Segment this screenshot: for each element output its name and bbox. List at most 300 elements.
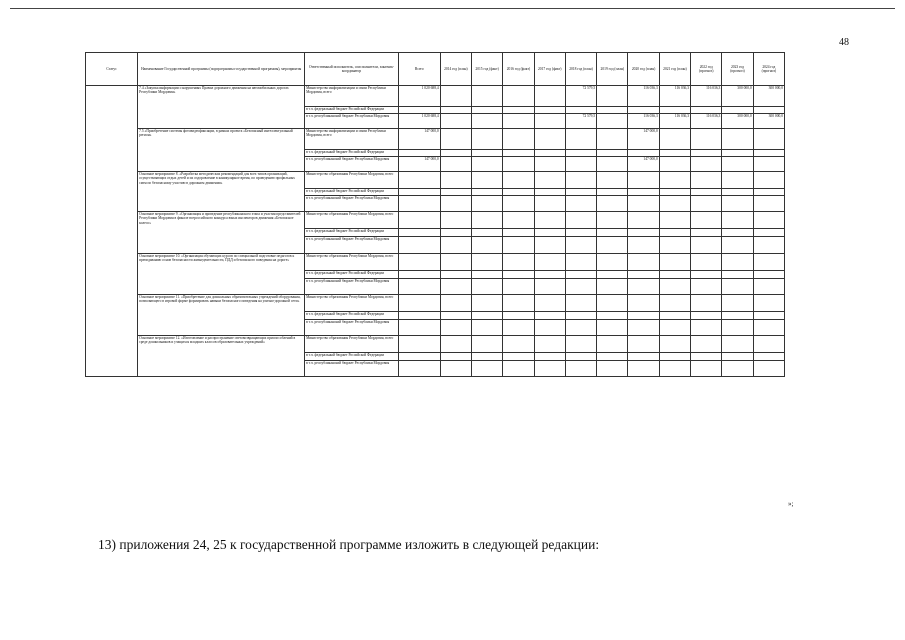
value-cell <box>659 196 690 212</box>
value-cell <box>753 237 784 254</box>
value-cell <box>534 336 565 353</box>
value-cell <box>628 150 659 157</box>
value-cell <box>691 229 722 237</box>
value-cell <box>471 189 502 196</box>
value-cell: 1 020 688,4 <box>398 114 440 129</box>
value-cell <box>753 212 784 229</box>
value-cell <box>753 157 784 172</box>
value-cell <box>440 229 471 237</box>
value-cell <box>503 312 534 320</box>
value-cell <box>565 107 596 114</box>
value-cell <box>691 295 722 312</box>
value-cell <box>691 172 722 189</box>
table-body <box>86 86 785 377</box>
value-cell <box>471 320 502 336</box>
value-cell <box>565 279 596 295</box>
value-cell <box>534 172 565 189</box>
value-cell <box>503 172 534 189</box>
value-cell <box>534 107 565 114</box>
value-cell <box>398 189 440 196</box>
value-cell <box>628 295 659 312</box>
value-cell <box>398 336 440 353</box>
header-row <box>86 53 785 86</box>
value-cell <box>565 320 596 336</box>
executor-cell: Министерство образования Республики Мордовия, всего <box>305 254 399 271</box>
value-cell <box>503 361 534 377</box>
executor-cell: Министерство информатизации и связи Республики Мордовия, всего <box>305 129 399 150</box>
table-row <box>86 86 785 107</box>
executor-cell: Министерство информатизации и связи Республики Мордовия, всего <box>305 86 399 107</box>
header-cell: Ответственный исполнитель, соисполнители, заказчик-координатор <box>305 53 399 86</box>
value-cell <box>691 271 722 279</box>
value-cell <box>471 279 502 295</box>
value-cell <box>628 271 659 279</box>
value-cell <box>503 129 534 150</box>
value-cell <box>753 254 784 271</box>
value-cell <box>659 271 690 279</box>
value-cell <box>398 295 440 312</box>
value-cell <box>753 196 784 212</box>
value-cell <box>628 312 659 320</box>
value-cell <box>659 107 690 114</box>
value-cell <box>722 295 753 312</box>
value-cell <box>628 320 659 336</box>
value-cell <box>659 254 690 271</box>
value-cell <box>659 172 690 189</box>
value-cell <box>503 254 534 271</box>
value-cell <box>691 312 722 320</box>
header-cell: 2024 год (прогноз) <box>753 53 784 86</box>
value-cell <box>440 361 471 377</box>
value-cell <box>628 279 659 295</box>
value-cell <box>597 312 628 320</box>
executor-cell: в т.ч. федеральный бюджет Российской Федерации <box>305 229 399 237</box>
value-cell <box>398 271 440 279</box>
value-cell <box>565 157 596 172</box>
executor-cell: в т.ч. федеральный бюджет Российской Федерации <box>305 107 399 114</box>
value-cell <box>471 157 502 172</box>
header-cell: 2022 год (прогноз) <box>691 53 722 86</box>
value-cell <box>565 212 596 229</box>
value-cell <box>722 172 753 189</box>
value-cell <box>691 279 722 295</box>
value-cell <box>722 353 753 361</box>
value-cell <box>597 229 628 237</box>
value-cell <box>753 320 784 336</box>
value-cell <box>503 237 534 254</box>
value-cell <box>503 336 534 353</box>
value-cell <box>398 172 440 189</box>
value-cell <box>398 212 440 229</box>
value-cell <box>503 196 534 212</box>
value-cell: 300 000,0 <box>722 86 753 107</box>
value-cell <box>753 271 784 279</box>
value-cell <box>534 361 565 377</box>
value-cell <box>534 129 565 150</box>
table-row <box>86 129 785 150</box>
value-cell <box>753 361 784 377</box>
value-cell <box>659 189 690 196</box>
value-cell <box>597 189 628 196</box>
value-cell <box>534 229 565 237</box>
value-cell <box>691 212 722 229</box>
value-cell <box>440 320 471 336</box>
value-cell <box>659 279 690 295</box>
value-cell: 72 579,5 <box>565 114 596 129</box>
value-cell <box>753 150 784 157</box>
value-cell <box>503 150 534 157</box>
executor-cell: в т.ч. республиканский бюджет Республики Мордовия <box>305 114 399 129</box>
value-cell <box>398 279 440 295</box>
value-cell <box>440 295 471 312</box>
executor-cell: в т.ч. республиканский бюджет Республики Мордовия <box>305 279 399 295</box>
header-cell: 2014 год (план) <box>440 53 471 86</box>
value-cell: 300 000,0 <box>722 114 753 129</box>
value-cell <box>597 157 628 172</box>
value-cell <box>659 295 690 312</box>
value-cell <box>753 107 784 114</box>
top-rule <box>10 8 895 9</box>
value-cell <box>534 271 565 279</box>
value-cell <box>503 229 534 237</box>
value-cell <box>503 114 534 129</box>
value-cell <box>565 271 596 279</box>
value-cell <box>659 320 690 336</box>
value-cell <box>471 86 502 107</box>
value-cell <box>628 172 659 189</box>
value-cell <box>565 189 596 196</box>
value-cell <box>691 189 722 196</box>
value-cell <box>471 336 502 353</box>
value-cell <box>471 312 502 320</box>
budget-table <box>85 52 785 377</box>
value-cell <box>398 196 440 212</box>
measure-name-cell: Основное мероприятие 9. «Организация и проведение республиканского этапа и участия представителей Республики Мордовия в финале всероссийского конкурса юных инспекторов движения «Безопасное колесо» <box>138 212 305 254</box>
value-cell <box>534 189 565 196</box>
value-cell <box>597 86 628 107</box>
value-cell <box>597 150 628 157</box>
value-cell <box>691 196 722 212</box>
value-cell <box>503 279 534 295</box>
value-cell <box>503 157 534 172</box>
executor-cell: в т.ч. республиканский бюджет Республики Мордовия <box>305 237 399 254</box>
value-cell <box>753 189 784 196</box>
value-cell <box>628 107 659 114</box>
value-cell: 72 579,5 <box>565 86 596 107</box>
value-cell <box>565 336 596 353</box>
value-cell <box>471 196 502 212</box>
header-cell: 2017 год (факт) <box>534 53 565 86</box>
value-cell <box>597 336 628 353</box>
value-cell: 300 000,0 <box>753 86 784 107</box>
value-cell: 116 036,3 <box>628 114 659 129</box>
value-cell <box>471 254 502 271</box>
executor-cell: в т.ч. республиканский бюджет Республики Мордовия <box>305 320 399 336</box>
value-cell: 116 036,3 <box>691 114 722 129</box>
value-cell <box>597 107 628 114</box>
executor-cell: в т.ч. республиканский бюджет Республики Мордовия <box>305 361 399 377</box>
value-cell <box>722 129 753 150</box>
value-cell <box>471 271 502 279</box>
value-cell <box>722 237 753 254</box>
value-cell <box>628 237 659 254</box>
value-cell <box>440 237 471 254</box>
value-cell <box>440 212 471 229</box>
value-cell <box>440 196 471 212</box>
value-cell <box>722 320 753 336</box>
value-cell: 116 036,3 <box>659 86 690 107</box>
header-cell: 2016 год (факт) <box>503 53 534 86</box>
value-cell <box>503 212 534 229</box>
value-cell <box>565 172 596 189</box>
value-cell <box>597 212 628 229</box>
value-cell <box>597 129 628 150</box>
executor-cell: Министерство образования Республики Мордовия, всего <box>305 172 399 189</box>
value-cell <box>565 254 596 271</box>
value-cell <box>691 353 722 361</box>
value-cell <box>398 320 440 336</box>
value-cell <box>440 86 471 107</box>
value-cell <box>398 312 440 320</box>
value-cell <box>440 279 471 295</box>
value-cell <box>722 254 753 271</box>
measure-name-cell: Основное мероприятие 12. «Изготовление и распространение световозвращающих приспособлений в среде дошкольников и учащихся младших классов образовательных учреждений» <box>138 336 305 377</box>
value-cell <box>471 114 502 129</box>
value-cell <box>691 129 722 150</box>
value-cell <box>440 189 471 196</box>
value-cell <box>722 107 753 114</box>
value-cell <box>503 271 534 279</box>
executor-cell: Министерство образования Республики Мордовия, всего <box>305 295 399 312</box>
value-cell <box>565 129 596 150</box>
value-cell <box>440 129 471 150</box>
value-cell <box>534 196 565 212</box>
value-cell <box>534 150 565 157</box>
value-cell <box>722 189 753 196</box>
value-cell <box>753 336 784 353</box>
table-row <box>86 172 785 189</box>
table-row <box>86 336 785 353</box>
value-cell <box>471 172 502 189</box>
value-cell <box>471 237 502 254</box>
executor-cell: в т.ч. федеральный бюджет Российской Федерации <box>305 312 399 320</box>
value-cell <box>753 279 784 295</box>
value-cell <box>398 254 440 271</box>
value-cell <box>440 271 471 279</box>
value-cell <box>398 353 440 361</box>
value-cell <box>471 353 502 361</box>
value-cell <box>398 361 440 377</box>
value-cell <box>753 172 784 189</box>
value-cell <box>753 295 784 312</box>
value-cell <box>597 254 628 271</box>
header-cell: 2020 год (план) <box>628 53 659 86</box>
value-cell: 1 020 688,4 <box>398 86 440 107</box>
value-cell <box>628 353 659 361</box>
value-cell <box>534 295 565 312</box>
value-cell <box>565 361 596 377</box>
value-cell <box>565 353 596 361</box>
value-cell <box>471 212 502 229</box>
value-cell <box>659 312 690 320</box>
value-cell <box>753 312 784 320</box>
value-cell <box>722 336 753 353</box>
value-cell <box>628 212 659 229</box>
value-cell <box>628 196 659 212</box>
value-cell <box>597 172 628 189</box>
header-cell: 2018 год (план) <box>565 53 596 86</box>
value-cell <box>440 107 471 114</box>
value-cell <box>565 229 596 237</box>
value-cell <box>440 336 471 353</box>
value-cell <box>597 320 628 336</box>
value-cell <box>597 196 628 212</box>
value-cell <box>659 353 690 361</box>
executor-cell: в т.ч. федеральный бюджет Российской Федерации <box>305 271 399 279</box>
value-cell <box>534 353 565 361</box>
header-cell: Наименование Государственной программы (подпрограммы государственной программы), мероприятия <box>138 53 305 86</box>
value-cell <box>659 237 690 254</box>
value-cell <box>440 150 471 157</box>
value-cell <box>597 271 628 279</box>
value-cell <box>565 312 596 320</box>
header-cell: Всего <box>398 53 440 86</box>
value-cell: 116 036,3 <box>659 114 690 129</box>
header-cell: 2015 год (факт) <box>471 53 502 86</box>
value-cell <box>440 172 471 189</box>
value-cell <box>565 237 596 254</box>
value-cell <box>398 237 440 254</box>
value-cell <box>659 129 690 150</box>
value-cell <box>440 312 471 320</box>
header-cell: 2021 год (план) <box>659 53 690 86</box>
value-cell <box>722 150 753 157</box>
value-cell <box>471 150 502 157</box>
value-cell <box>534 86 565 107</box>
value-cell <box>691 254 722 271</box>
header-cell: 2023 год (прогноз) <box>722 53 753 86</box>
value-cell <box>659 336 690 353</box>
value-cell <box>659 229 690 237</box>
value-cell: 147 000,0 <box>628 157 659 172</box>
value-cell <box>722 196 753 212</box>
value-cell <box>565 295 596 312</box>
table-row <box>86 295 785 312</box>
end-quote-mark: »; <box>788 500 794 508</box>
executor-cell: в т.ч. федеральный бюджет Российской Федерации <box>305 189 399 196</box>
executor-cell: в т.ч. федеральный бюджет Российской Федерации <box>305 353 399 361</box>
amendment-caption: 13) приложения 24, 25 к государственной программе изложить в следующей редакции: <box>98 537 600 552</box>
measure-name-cell: Основное мероприятие 8. «Разработка методических рекомендаций для всех типов организаций, осуществляющих отдых детей и их оздоровление в каникулярное время, по проведению профильных смен по безопасному участию в дорожном движении» <box>138 172 305 212</box>
value-cell <box>597 237 628 254</box>
value-cell <box>440 353 471 361</box>
value-cell <box>534 279 565 295</box>
value-cell <box>471 129 502 150</box>
status-cell <box>86 86 138 377</box>
header-cell: Статус <box>86 53 138 86</box>
value-cell <box>691 237 722 254</box>
executor-cell: Министерство образования Республики Мордовия, всего <box>305 336 399 353</box>
measure-name-cell: Основное мероприятие 10. «Организация обучающих курсов по специальной подготовке педагогов к преподаванию основ безопасности жизнедеятельности, ПДД и безопасного поведения на дороге» <box>138 254 305 295</box>
value-cell <box>628 254 659 271</box>
value-cell <box>534 312 565 320</box>
value-cell <box>691 107 722 114</box>
executor-cell: Министерство образования Республики Мордовия, всего <box>305 212 399 229</box>
value-cell <box>597 279 628 295</box>
value-cell <box>503 320 534 336</box>
value-cell: 116 036,3 <box>628 86 659 107</box>
value-cell <box>722 271 753 279</box>
value-cell <box>471 295 502 312</box>
value-cell <box>534 157 565 172</box>
value-cell <box>753 353 784 361</box>
value-cell: 116 036,3 <box>691 86 722 107</box>
table-row <box>86 212 785 229</box>
value-cell <box>471 229 502 237</box>
measure-name-cell: 7.5 «Приобретение системы фотовидеофиксации, в рамках проекта «Безопасный интеллектуальный регион» <box>138 129 305 172</box>
header-cell: 2019 год (план) <box>597 53 628 86</box>
value-cell <box>503 107 534 114</box>
executor-cell: в т.ч. республиканский бюджет Республики Мордовия <box>305 196 399 212</box>
value-cell <box>659 150 690 157</box>
value-cell <box>534 237 565 254</box>
value-cell <box>659 157 690 172</box>
value-cell: 147 000,0 <box>398 157 440 172</box>
measure-name-cell: 7.4 «Закупка информации о нарушениях Правил дорожного движения на автомобильных дорогах Республики Мордовия» <box>138 86 305 129</box>
value-cell <box>471 361 502 377</box>
value-cell <box>597 295 628 312</box>
value-cell <box>503 189 534 196</box>
value-cell <box>722 229 753 237</box>
value-cell <box>597 361 628 377</box>
value-cell <box>440 157 471 172</box>
value-cell <box>691 320 722 336</box>
value-cell: 147 000,0 <box>398 129 440 150</box>
value-cell <box>753 229 784 237</box>
executor-cell: в т.ч. республиканский бюджет Республики Мордовия <box>305 157 399 172</box>
value-cell <box>659 212 690 229</box>
value-cell <box>691 157 722 172</box>
value-cell <box>753 129 784 150</box>
value-cell <box>722 157 753 172</box>
value-cell: 300 000,0 <box>753 114 784 129</box>
value-cell <box>628 361 659 377</box>
value-cell <box>722 212 753 229</box>
value-cell <box>628 189 659 196</box>
value-cell <box>503 86 534 107</box>
value-cell <box>659 361 690 377</box>
value-cell <box>722 312 753 320</box>
table-row <box>86 254 785 271</box>
executor-cell: в т.ч. федеральный бюджет Российской Федерации <box>305 150 399 157</box>
value-cell: 147 000,0 <box>628 129 659 150</box>
value-cell <box>398 150 440 157</box>
value-cell <box>628 229 659 237</box>
value-cell <box>565 196 596 212</box>
value-cell <box>722 361 753 377</box>
value-cell <box>398 229 440 237</box>
value-cell <box>534 320 565 336</box>
value-cell <box>597 353 628 361</box>
value-cell <box>440 114 471 129</box>
measure-name-cell: Основное мероприятие 11. «Приобретение для дошкольных образовательных учреждений оборудования, позволяющего в игровой форме формировать навыки безопасного поведения на улично-дорожной сети» <box>138 295 305 336</box>
value-cell <box>565 150 596 157</box>
value-cell <box>628 336 659 353</box>
value-cell <box>440 254 471 271</box>
page-number: 48 <box>839 37 849 48</box>
value-cell <box>691 361 722 377</box>
value-cell <box>597 114 628 129</box>
